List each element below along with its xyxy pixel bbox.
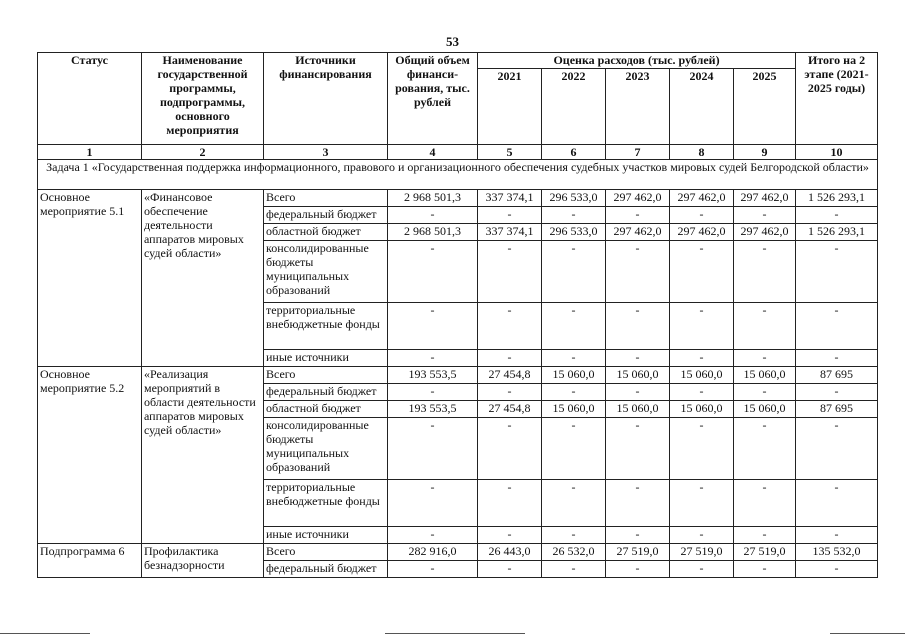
value-cell: - (388, 418, 478, 480)
value-cell: - (606, 418, 670, 480)
header-year: 2021 (478, 69, 542, 145)
value-cell: - (670, 350, 734, 367)
value-cell: 1 526 293,1 (796, 224, 878, 241)
value-cell: 297 462,0 (606, 190, 670, 207)
source-cell: иные источники (264, 527, 388, 544)
value-cell: 27 454,8 (478, 367, 542, 384)
value-cell: 297 462,0 (670, 224, 734, 241)
value-cell: - (796, 350, 878, 367)
value-cell: - (670, 241, 734, 303)
column-number: 1 (38, 145, 142, 160)
scan-edge-line (0, 633, 90, 634)
header-year: 2025 (734, 69, 796, 145)
value-cell: - (796, 480, 878, 527)
value-cell: - (670, 480, 734, 527)
value-cell: - (478, 527, 542, 544)
value-cell: - (796, 418, 878, 480)
header-stage-total: Итого на 2 этапе (2021-2025 годы) (796, 53, 878, 145)
value-cell: - (734, 480, 796, 527)
value-cell: 15 060,0 (606, 367, 670, 384)
table-row (38, 544, 878, 561)
value-cell: 15 060,0 (542, 367, 606, 384)
value-cell: - (670, 527, 734, 544)
value-cell: 15 060,0 (606, 401, 670, 418)
value-cell: 2 968 501,3 (388, 190, 478, 207)
header-year: 2023 (606, 69, 670, 145)
source-cell: областной бюджет (264, 224, 388, 241)
source-cell: консолидированные бюджеты муниципальных образований (264, 418, 388, 480)
task-title: Задача 1 «Государственная поддержка информационного, правового и организационного обеспечения судебных участков мировых судей Белгородской области» (38, 160, 878, 190)
value-cell: 297 462,0 (606, 224, 670, 241)
value-cell: - (734, 303, 796, 350)
value-cell: 87 695 (796, 367, 878, 384)
value-cell: - (388, 527, 478, 544)
value-cell: 282 916,0 (388, 544, 478, 561)
table-row (38, 190, 878, 207)
source-cell: федеральный бюджет (264, 207, 388, 224)
value-cell: 15 060,0 (670, 401, 734, 418)
value-cell: 27 519,0 (734, 544, 796, 561)
value-cell: - (670, 561, 734, 578)
value-cell: - (734, 350, 796, 367)
value-cell: - (670, 418, 734, 480)
section-name: «Финансовое обеспечение деятельности аппаратов мировых судей области» (142, 190, 264, 367)
header-name: Наименование государственной программы, подпрограммы, основного мероприятия (142, 53, 264, 145)
value-cell: - (734, 384, 796, 401)
column-number: 8 (670, 145, 734, 160)
header-year: 2022 (542, 69, 606, 145)
value-cell: - (606, 303, 670, 350)
header-total-volume: Общий объем финанси-рования, тыс. рублей (388, 53, 478, 145)
value-cell: - (542, 561, 606, 578)
value-cell: - (478, 561, 542, 578)
value-cell: - (478, 207, 542, 224)
source-cell: Всего (264, 190, 388, 207)
source-cell: областной бюджет (264, 401, 388, 418)
value-cell: - (734, 207, 796, 224)
column-number: 10 (796, 145, 878, 160)
column-number: 2 (142, 145, 264, 160)
value-cell: - (796, 303, 878, 350)
value-cell: - (542, 480, 606, 527)
value-cell: - (796, 561, 878, 578)
value-cell: 297 462,0 (734, 190, 796, 207)
column-number: 7 (606, 145, 670, 160)
value-cell: 27 519,0 (670, 544, 734, 561)
value-cell: - (542, 384, 606, 401)
value-cell: - (796, 241, 878, 303)
section-name: «Реализация мероприятий в области деятельности аппаратов мировых судей области» (142, 367, 264, 544)
value-cell: 26 443,0 (478, 544, 542, 561)
section-status: Основное мероприятие 5.1 (38, 190, 142, 367)
value-cell: - (734, 241, 796, 303)
section-status: Подпрограмма 6 (38, 544, 142, 578)
value-cell: - (734, 527, 796, 544)
value-cell: 27 519,0 (606, 544, 670, 561)
header-estimate: Оценка расходов (тыс. рублей) (478, 53, 796, 69)
column-number: 3 (264, 145, 388, 160)
section-name: Профилактика безнадзорности (142, 544, 264, 578)
source-cell: федеральный бюджет (264, 384, 388, 401)
value-cell: - (478, 480, 542, 527)
value-cell: 2 968 501,3 (388, 224, 478, 241)
value-cell: 297 462,0 (670, 190, 734, 207)
column-number: 6 (542, 145, 606, 160)
value-cell: 87 695 (796, 401, 878, 418)
value-cell: - (606, 561, 670, 578)
source-cell: территориальные внебюджетные фонды (264, 480, 388, 527)
column-number: 5 (478, 145, 542, 160)
value-cell: - (388, 207, 478, 224)
value-cell: - (542, 418, 606, 480)
value-cell: - (796, 207, 878, 224)
value-cell: - (478, 303, 542, 350)
value-cell: - (606, 241, 670, 303)
header-status: Статус (38, 53, 142, 145)
value-cell: - (478, 384, 542, 401)
value-cell: - (478, 418, 542, 480)
value-cell: 15 060,0 (734, 401, 796, 418)
column-number: 9 (734, 145, 796, 160)
budget-table (37, 52, 878, 578)
value-cell: - (388, 561, 478, 578)
value-cell: 337 374,1 (478, 190, 542, 207)
header-year: 2024 (670, 69, 734, 145)
source-cell: территориальные внебюджетные фонды (264, 303, 388, 350)
value-cell: - (734, 418, 796, 480)
value-cell: - (388, 480, 478, 527)
value-cell: - (542, 207, 606, 224)
source-cell: иные источники (264, 350, 388, 367)
value-cell: 135 532,0 (796, 544, 878, 561)
value-cell: - (606, 350, 670, 367)
value-cell: - (606, 527, 670, 544)
value-cell: - (388, 241, 478, 303)
value-cell: 26 532,0 (542, 544, 606, 561)
value-cell: - (542, 527, 606, 544)
value-cell: 193 553,5 (388, 367, 478, 384)
value-cell: 15 060,0 (542, 401, 606, 418)
source-cell: федеральный бюджет (264, 561, 388, 578)
value-cell: 337 374,1 (478, 224, 542, 241)
value-cell: 193 553,5 (388, 401, 478, 418)
value-cell: 296 533,0 (542, 190, 606, 207)
page-number: 53 (446, 34, 459, 49)
section-status: Основное мероприятие 5.2 (38, 367, 142, 544)
value-cell: - (542, 303, 606, 350)
value-cell: 1 526 293,1 (796, 190, 878, 207)
value-cell: - (478, 241, 542, 303)
value-cell: - (796, 527, 878, 544)
value-cell: - (478, 350, 542, 367)
value-cell: - (388, 303, 478, 350)
value-cell: - (670, 384, 734, 401)
value-cell: - (388, 384, 478, 401)
value-cell: - (606, 207, 670, 224)
value-cell: - (796, 384, 878, 401)
source-cell: консолидированные бюджеты муниципальных образований (264, 241, 388, 303)
column-number: 4 (388, 145, 478, 160)
value-cell: - (542, 350, 606, 367)
table-row (38, 367, 878, 384)
value-cell: 15 060,0 (670, 367, 734, 384)
value-cell: - (606, 384, 670, 401)
value-cell: 27 454,8 (478, 401, 542, 418)
value-cell: - (734, 561, 796, 578)
value-cell: - (388, 350, 478, 367)
value-cell: - (670, 303, 734, 350)
value-cell: 297 462,0 (734, 224, 796, 241)
source-cell: Всего (264, 544, 388, 561)
scan-edge-line (385, 633, 525, 634)
header-sources: Источники финансирования (264, 53, 388, 145)
value-cell: - (670, 207, 734, 224)
value-cell: 15 060,0 (734, 367, 796, 384)
scan-edge-line (830, 633, 905, 634)
value-cell: - (606, 480, 670, 527)
source-cell: Всего (264, 367, 388, 384)
value-cell: 296 533,0 (542, 224, 606, 241)
value-cell: - (542, 241, 606, 303)
